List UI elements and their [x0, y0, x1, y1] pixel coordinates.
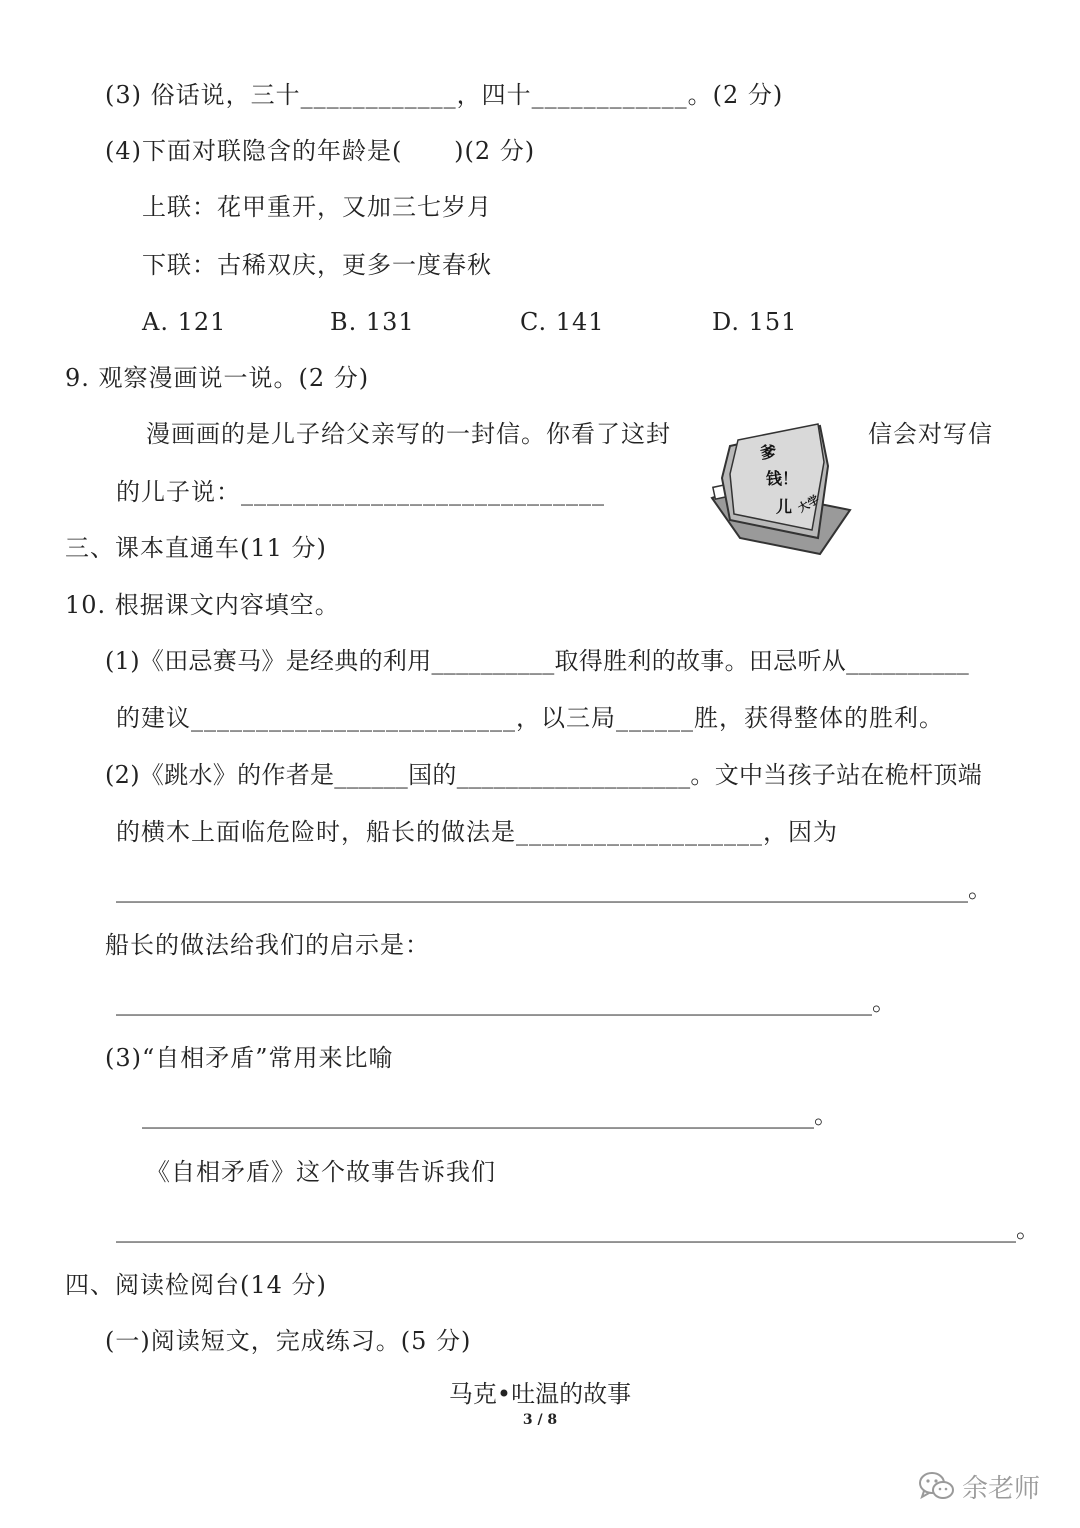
option-c: C. 141	[520, 308, 605, 336]
section4-heading: 四、阅读检阅台(14 分)	[65, 1271, 327, 1299]
watermark	[918, 1468, 1040, 1505]
comic-letter-image	[700, 418, 860, 558]
comic-text-1: 爹	[760, 443, 777, 462]
q9-text-start: 漫画画的是儿子给父亲写的一封信。你看了这封	[146, 420, 671, 448]
option-d: D. 151	[712, 308, 798, 336]
q10-3-line2: 《自相矛盾》这个故事告诉我们	[146, 1158, 496, 1186]
page-number: 3 / 8	[522, 1412, 558, 1428]
q10-3-answer-line2: ___________________________________________________________________________。	[116, 1215, 1040, 1243]
couplet-lower: 下联：古稀双庆，更多一度春秋	[142, 251, 492, 279]
passage-title: 马克•吐温的故事	[448, 1380, 632, 1408]
comic-text-4: 大学	[795, 492, 822, 516]
q10-2-answer-line: _______________________________________________________________________。	[116, 875, 992, 903]
q10-3-line1: (3)“自相矛盾”常用来比喻	[105, 1044, 394, 1072]
q10-2-line1: (2)《跳水》的作者是______国的___________________。文中当孩子站在桅杆顶端	[105, 761, 982, 789]
q9-heading: 9. 观察漫画说一说。(2 分)	[65, 364, 370, 392]
comic-text-2: 钱！	[766, 469, 799, 488]
q10-heading: 10. 根据课文内容填空。	[65, 591, 340, 619]
q10-1-line2: 的建议_________________________，以三局______胜，获得整体的胜利。	[116, 704, 944, 732]
reading-1-heading: (一)阅读短文，完成练习。(5 分)	[105, 1327, 472, 1355]
q10-1-line1: (1)《田忌赛马》是经典的利用__________取得胜利的故事。田忌听从__________	[105, 647, 970, 675]
couplet-upper: 上联：花甲重开，又加三七岁月	[142, 193, 492, 221]
q8-3: (3) 俗话说，三十____________，四十____________。(2 分)	[105, 81, 784, 109]
section3-heading: 三、课本直通车(11 分)	[65, 534, 327, 562]
q9-text-end: 信会对写信	[868, 420, 993, 448]
q10-3-answer-line1: ________________________________________________________。	[142, 1101, 838, 1129]
q10-2-revelation: 船长的做法给我们的启示是：	[105, 931, 430, 959]
q8-4: (4)下面对联隐含的年龄是( )(2 分)	[105, 137, 536, 165]
q10-2-line2: 的横木上面临危险时，船长的做法是___________________，因为	[116, 818, 838, 846]
option-b: B. 131	[330, 308, 415, 336]
q9-answer-line: 的儿子说：____________________________	[116, 478, 605, 506]
q10-2-revelation-line: _______________________________________________________________。	[116, 988, 896, 1016]
wechat-icon	[918, 1471, 956, 1503]
option-a: A. 121	[142, 308, 227, 336]
watermark-text: 余老师	[962, 1474, 1041, 1504]
comic-text-3: 儿	[776, 497, 793, 516]
